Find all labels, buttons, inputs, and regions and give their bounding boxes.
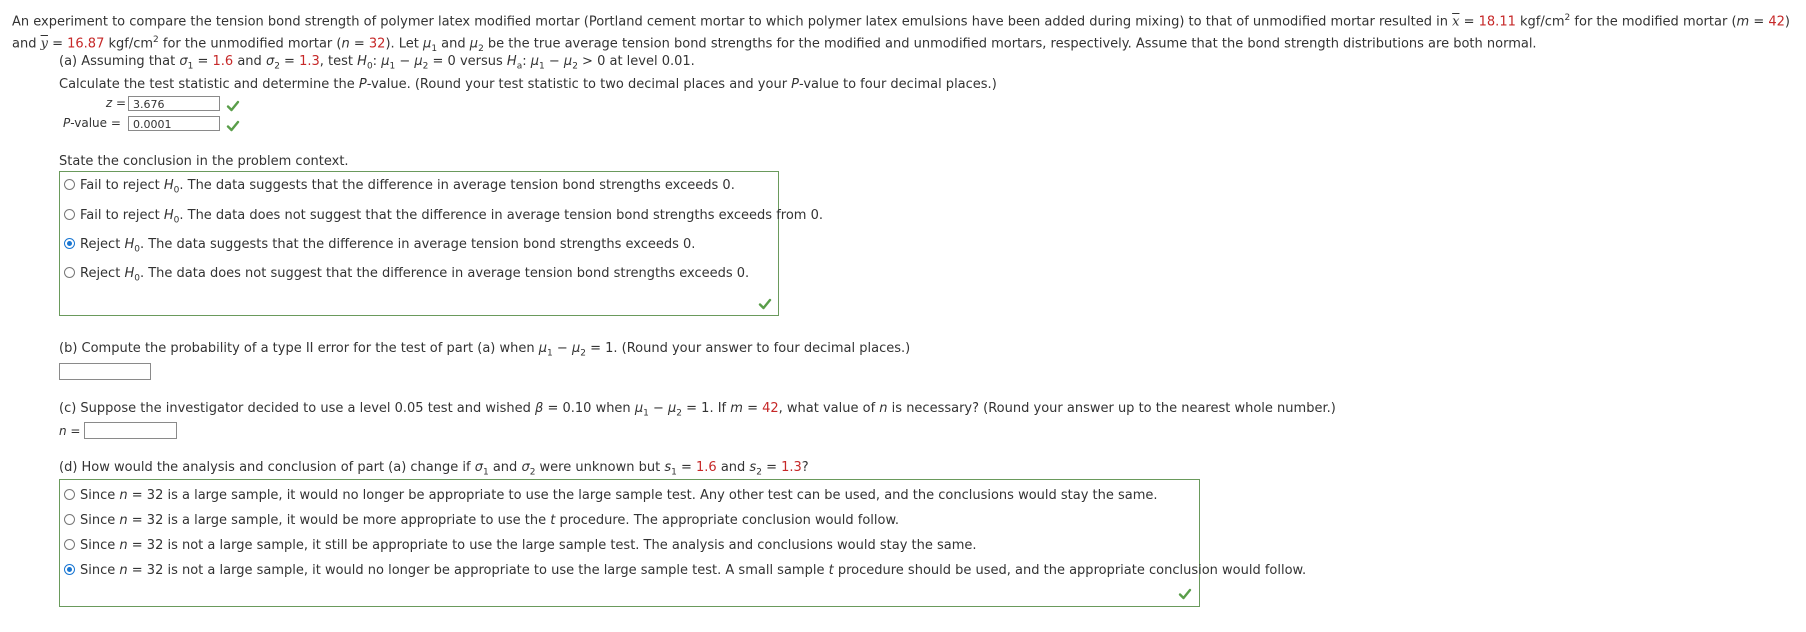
- n-symbol: n: [119, 513, 128, 528]
- mu-symbol: μ: [414, 54, 423, 69]
- equals: =: [742, 401, 763, 416]
- text: were unknown but: [535, 460, 665, 475]
- t-symbol: t: [828, 563, 834, 578]
- option-a-4[interactable]: [64, 266, 749, 284]
- intro-text: be the true average tension bond strengths for the modified and unmodified mortars, respectively. Assume that the bond strength distributions are both normal.: [483, 36, 1537, 52]
- equals: =: [279, 54, 300, 69]
- intro-text: ) and: [12, 14, 1790, 52]
- mu-symbol: μ: [538, 341, 548, 356]
- text: (a) Assuming that: [59, 54, 180, 69]
- radio-button[interactable]: [64, 489, 75, 500]
- option-d-3[interactable]: [64, 538, 977, 553]
- s-symbol: s: [664, 460, 672, 475]
- subscript: 1: [539, 61, 545, 72]
- option-a-1[interactable]: [64, 178, 735, 196]
- n-label: [59, 424, 80, 438]
- type-ii-error-input[interactable]: [59, 363, 151, 380]
- sigma2-value: 1.3: [299, 54, 320, 69]
- check-icon: [226, 99, 240, 113]
- text: (c) Suppose the investigator decided to use a level 0.05 test and wished: [59, 401, 536, 416]
- p-symbol: P: [63, 116, 71, 130]
- radio-button[interactable]: [64, 179, 75, 190]
- option-a-3[interactable]: [64, 237, 695, 255]
- subscript: 1: [389, 61, 396, 72]
- sigma-symbol: σ: [265, 54, 275, 69]
- radio-button-selected[interactable]: [64, 238, 75, 249]
- equals: =: [349, 36, 369, 52]
- unit: kgf/cm: [1515, 14, 1565, 30]
- option-text: Since: [80, 538, 120, 553]
- h-symbol: H: [163, 178, 174, 193]
- subscript: 0: [173, 215, 180, 226]
- equals: =: [1749, 14, 1769, 30]
- text: and: [716, 460, 750, 475]
- text: Calculate the test statistic and determine the: [59, 77, 359, 92]
- check-icon: [226, 119, 240, 133]
- intro-text: for the modified mortar (: [1570, 14, 1737, 30]
- s1-value: 1.6: [696, 460, 717, 475]
- mu-symbol: μ: [381, 54, 390, 69]
- intro-text: ). Let: [385, 36, 424, 52]
- p-symbol: P: [791, 77, 800, 92]
- text: = 0 versus: [428, 54, 507, 69]
- h-symbol: H: [357, 54, 367, 69]
- radio-button[interactable]: [64, 209, 75, 220]
- sigma-symbol: σ: [179, 54, 188, 69]
- sample-size-input[interactable]: [84, 422, 177, 439]
- option-text: . The data does not suggest that the difference in average tension bond strengths exceeds 0.: [139, 266, 750, 281]
- unit: kgf/cm: [104, 36, 154, 52]
- p-value-label: [63, 116, 121, 130]
- y-bar-value: 16.87: [67, 36, 105, 52]
- text: , test: [319, 54, 358, 69]
- minus: −: [544, 54, 564, 69]
- h-symbol: H: [506, 54, 517, 69]
- h-symbol: H: [163, 208, 174, 223]
- beta-symbol: β: [535, 401, 544, 416]
- text: ?: [801, 460, 809, 475]
- text: -value. (Round your test statistic to two decimal places and your: [366, 77, 792, 92]
- subscript: 2: [529, 467, 536, 478]
- subscript: 1: [671, 467, 677, 478]
- minus: −: [648, 401, 668, 416]
- subscript: 2: [422, 61, 429, 72]
- mu-symbol: μ: [563, 54, 573, 69]
- z-label: [98, 96, 126, 110]
- conclusion-prompt: State the conclusion in the problem context.: [59, 154, 349, 169]
- option-text: procedure should be used, and the appropriate conclusion would follow.: [833, 563, 1307, 578]
- option-d-4[interactable]: [64, 563, 1306, 578]
- option-text: procedure. The appropriate conclusion would follow.: [555, 513, 900, 528]
- intro-text: An experiment to compare the tension bond strength of polymer latex modified mortar (Portland cement mortar to which polymer latex emulsions have been added during mixing) to that of unmodified mortar resulted in: [12, 14, 1453, 30]
- z-value-input[interactable]: 3.676: [128, 96, 220, 111]
- equals: =: [193, 54, 213, 69]
- text: (b) Compute the probability of a type II error for the test of part (a) when: [59, 341, 539, 356]
- n-symbol: n: [119, 488, 128, 503]
- text: :: [372, 54, 382, 69]
- option-d-2[interactable]: [64, 513, 899, 528]
- n-symbol: n: [879, 401, 888, 416]
- mu-symbol: μ: [469, 36, 479, 52]
- subscript: 2: [478, 44, 484, 55]
- option-text: Since: [80, 488, 120, 503]
- part-c-question: [59, 401, 1336, 419]
- part-d-question: [59, 460, 809, 478]
- m-symbol: m: [1736, 14, 1750, 30]
- equals: =: [676, 460, 696, 475]
- option-text: . The data suggests that the difference in average tension bond strengths exceeds 0.: [179, 178, 735, 193]
- z-label-text: z =: [105, 96, 126, 110]
- sigma1-value: 1.6: [212, 54, 234, 69]
- equals: =: [761, 460, 782, 475]
- subscript: 2: [580, 348, 586, 359]
- p-value-label-text: -value =: [70, 116, 121, 130]
- radio-button[interactable]: [64, 267, 75, 278]
- intro-text: for the unmodified mortar (: [158, 36, 342, 52]
- option-text: = 32 is not a large sample, it would no longer be appropriate to use the large sample test. A small sample: [127, 563, 829, 578]
- text: and: [233, 54, 266, 69]
- radio-button-selected[interactable]: [64, 564, 75, 575]
- h-symbol: H: [124, 266, 135, 281]
- x-bar-value: 18.11: [1478, 14, 1516, 30]
- n-symbol: n: [119, 563, 128, 578]
- text: = 1. If: [682, 401, 731, 416]
- check-icon: [1178, 587, 1192, 601]
- text: = 0.10 when: [543, 401, 635, 416]
- m-symbol: m: [730, 401, 743, 416]
- option-text: . The data does not suggest that the difference in average tension bond strengths exceeds from 0.: [179, 208, 823, 223]
- mu-symbol: μ: [423, 36, 432, 52]
- text: -value to four decimal places.): [799, 77, 997, 92]
- subscript: 1: [643, 408, 649, 419]
- n-value: 32: [368, 36, 386, 52]
- text: > 0 at level 0.01.: [577, 54, 695, 69]
- text: = 1. (Round your answer to four decimal places.): [585, 341, 911, 356]
- problem-intro: [12, 9, 1797, 58]
- option-text: Fail to reject: [80, 208, 164, 223]
- m-value: 42: [1768, 14, 1785, 30]
- sigma-symbol: σ: [521, 460, 530, 475]
- mu-symbol: μ: [530, 54, 539, 69]
- text: is necessary? (Round your answer up to the nearest whole number.): [887, 401, 1336, 416]
- radio-button[interactable]: [64, 514, 75, 525]
- t-symbol: t: [550, 513, 556, 528]
- n-label-text: n =: [59, 424, 81, 438]
- n-symbol: n: [341, 36, 350, 52]
- option-text: Reject: [80, 266, 125, 281]
- option-a-2[interactable]: [64, 208, 823, 226]
- subscript: 0: [134, 273, 140, 284]
- part-a-question: [59, 54, 695, 72]
- subscript: 0: [366, 61, 373, 72]
- mu-symbol: μ: [634, 401, 644, 416]
- text: (d) How would the analysis and conclusion of part (a) change if: [59, 460, 475, 475]
- n-symbol: n: [119, 538, 128, 553]
- option-text: . The data suggests that the difference in average tension bond strengths exceeds 0.: [139, 237, 696, 252]
- text: , what value of: [778, 401, 880, 416]
- part-a-instructions: [59, 77, 997, 92]
- option-text: Fail to reject: [80, 178, 164, 193]
- m-value: 42: [762, 401, 779, 416]
- subscript: 0: [134, 244, 140, 255]
- text: :: [522, 54, 531, 69]
- mu-symbol: μ: [571, 341, 581, 356]
- minus: −: [552, 341, 572, 356]
- minus: −: [395, 54, 415, 69]
- p-symbol: P: [358, 77, 367, 92]
- s-symbol: s: [749, 460, 757, 475]
- option-text: Since: [80, 513, 120, 528]
- option-text: Since: [80, 563, 120, 578]
- h-symbol: H: [124, 237, 135, 252]
- subscript: 1: [187, 61, 194, 72]
- subscript: 2: [274, 61, 280, 72]
- radio-button[interactable]: [64, 539, 75, 550]
- superscript: 2: [153, 35, 159, 46]
- text: and: [488, 460, 522, 475]
- option-text: = 32 is a large sample, it would no longer be appropriate to use the large sample test. Any other test can be used, and the conclusions would stay the same.: [127, 488, 1158, 503]
- intro-text: and: [437, 36, 470, 52]
- equals: =: [47, 36, 68, 52]
- subscript: 1: [431, 44, 438, 55]
- check-icon: [758, 297, 772, 311]
- x-bar-symbol: $\overline{x}$: [1452, 14, 1460, 30]
- subscript: 2: [676, 408, 683, 419]
- subscript: 1: [482, 467, 489, 478]
- sigma-symbol: σ: [474, 460, 483, 475]
- subscript: 0: [173, 185, 180, 196]
- part-b-question: [59, 341, 910, 359]
- superscript: 2: [1564, 13, 1571, 23]
- subscript: 1: [547, 348, 553, 359]
- p-value-input[interactable]: 0.0001: [128, 116, 220, 131]
- subscript: a: [516, 61, 523, 72]
- option-text: Reject: [80, 237, 125, 252]
- subscript: 2: [572, 61, 578, 72]
- s2-value: 1.3: [781, 460, 802, 475]
- y-bar-symbol: $\overline{y}$: [40, 36, 48, 52]
- option-d-1[interactable]: [64, 488, 1158, 503]
- subscript: 2: [756, 467, 762, 478]
- option-text: = 32 is a large sample, it would be more appropriate to use the: [127, 513, 551, 528]
- equals: =: [1459, 14, 1479, 30]
- option-text: = 32 is not a large sample, it still be appropriate to use the large sample test. The analysis and conclusions would stay the same.: [127, 538, 977, 553]
- mu-symbol: μ: [668, 401, 677, 416]
